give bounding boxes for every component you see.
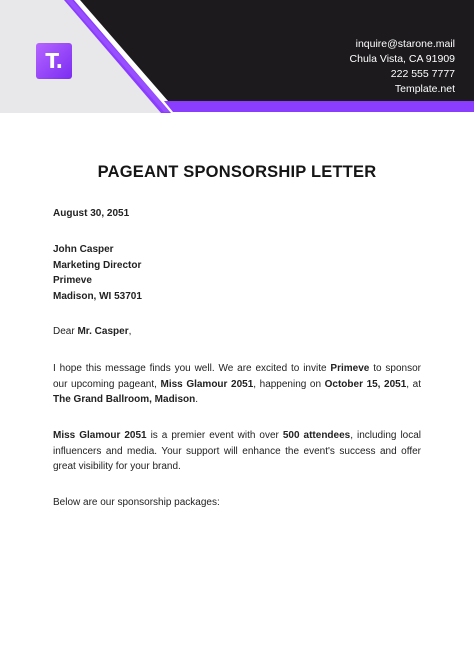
recipient-address: [53, 242, 421, 304]
salutation-punct: ,: [128, 326, 132, 337]
company-logo: [36, 43, 72, 79]
text-run: , happening on: [253, 378, 325, 390]
contact-website: Template.net: [394, 83, 455, 95]
paragraph-invitation: [53, 361, 421, 408]
contact-block: [350, 37, 455, 97]
letter-date: August 30, 2051: [53, 208, 130, 219]
paragraph-event-details: [53, 428, 421, 475]
text-run: is a premier event with over: [146, 430, 283, 441]
logo-letter: T.: [45, 49, 63, 73]
event-name: Miss Glamour 2051: [160, 378, 254, 390]
event-name: Miss Glamour 2051: [53, 430, 147, 441]
recipient-company: Primeve: [53, 275, 92, 286]
event-date: October 15, 2051: [324, 378, 407, 390]
recipient-city: Madison, WI 53701: [53, 290, 142, 302]
purple-bottom-stripe: [164, 101, 474, 112]
recipient-name: John Casper: [53, 244, 114, 255]
letter-title: PAGEANT SPONSORSHIP LETTER: [97, 163, 377, 181]
salutation-name: Mr. Casper: [77, 326, 129, 337]
recipient-position: Marketing Director: [53, 259, 142, 271]
attendee-count: 500 attendees: [282, 430, 351, 441]
contact-address: Chula Vista, CA 91909: [349, 53, 455, 65]
text-run: to sponsor our upcoming pageant,: [53, 363, 421, 390]
event-venue: The Grand Ballroom, Madison: [53, 394, 196, 405]
letterhead: [0, 0, 474, 116]
text-run: , at: [406, 378, 421, 390]
text-run: , including local influencers and media. Your support will enhance the event's success and offer great visibility for your brand.: [53, 430, 422, 472]
sponsor-name: Primeve: [330, 363, 370, 374]
paragraph-packages-intro: Below are our sponsorship packages:: [53, 497, 220, 508]
salutation-greeting: Dear: [53, 326, 78, 337]
text-run: I hope this message finds you well. We are excited to invite: [53, 363, 331, 374]
contact-phone: 222 555 7777: [390, 68, 455, 80]
contact-email: inquire@starone.mail: [355, 38, 455, 50]
text-run: .: [195, 394, 199, 405]
salutation: [53, 324, 421, 340]
